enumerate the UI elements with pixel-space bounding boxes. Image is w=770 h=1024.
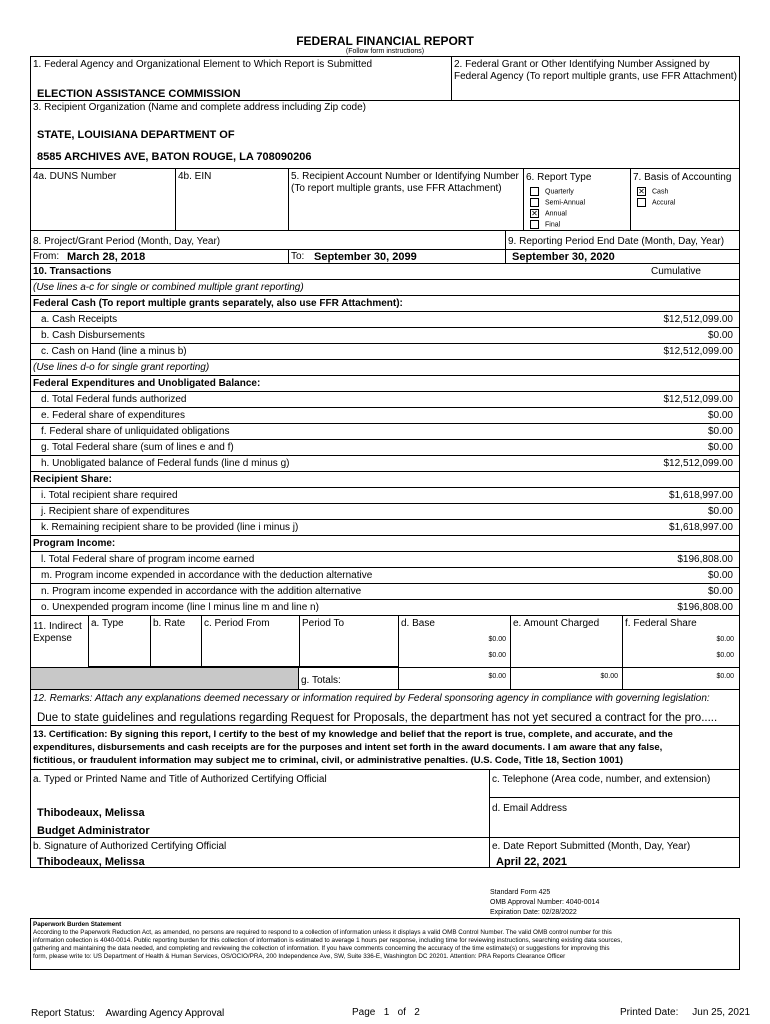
- line-amount: $0.00: [707, 410, 733, 421]
- line-amount: $12,512,099.00: [663, 458, 733, 469]
- table-row: [30, 424, 740, 440]
- line-desc: b. Cash Disbursements: [41, 330, 145, 341]
- federal-row-2: $0.00: [716, 652, 734, 659]
- cert-b-label: b. Signature of Authorized Certifying Official: [33, 841, 227, 852]
- burden-line3: gathering and maintaining the data needed, and completing and reviewing the collection of information. If you have comments concerning the accuracy of the time estimate(s) or suggestions for improving this: [33, 945, 610, 952]
- federal-cash-heading: [30, 296, 740, 312]
- totals-federal: $0.00: [716, 673, 734, 680]
- transactions-header: [30, 264, 740, 280]
- line-amount: $12,512,099.00: [663, 394, 733, 405]
- col-charged-header: e. Amount Charged: [513, 618, 600, 629]
- line-desc: l. Total Federal share of program income earned: [41, 554, 255, 565]
- box-8-to: [288, 250, 505, 263]
- row-period-labels: [30, 231, 740, 250]
- checkbox-icon: [530, 198, 539, 207]
- date-submitted-value: April 22, 2021: [496, 856, 567, 868]
- line-amount: $0.00: [707, 570, 733, 581]
- federal-cash-text: Federal Cash (To report multiple grants separately, also use FFR Attachment):: [33, 298, 403, 309]
- totals-federal-cell: [622, 668, 739, 689]
- option-label: Semi-Annual: [545, 199, 586, 207]
- col-rate: [150, 616, 201, 667]
- burden-line1: According to the Paperwork Reduction Act, as amended, no persons are required to respond to a collection of information unless it displays a valid OMB Control Number. The valid OMB control number for this: [33, 929, 612, 936]
- table-row: [30, 456, 740, 472]
- totals-base-cell: [398, 668, 510, 689]
- box-11-totals: [30, 668, 740, 690]
- row-ids: [30, 169, 740, 231]
- box-11-label-line2: Expense: [33, 633, 72, 644]
- line-desc: m. Program income expended in accordance with the deduction alternative: [41, 570, 373, 581]
- report-status: [31, 1008, 224, 1019]
- line-amount: $12,512,099.00: [663, 314, 733, 325]
- box-3-label: 3. Recipient Organization (Name and complete address including Zip code): [33, 102, 366, 113]
- col-type: [88, 616, 150, 667]
- checkbox-icon: [530, 187, 539, 196]
- omb-approval-number: OMB Approval Number: 4040-0014: [490, 899, 600, 906]
- box-4b: [175, 169, 288, 230]
- box-11-label-line1: 11. Indirect: [33, 621, 82, 632]
- line-amount: $0.00: [707, 586, 733, 597]
- line-amount: $196,808.00: [677, 554, 733, 565]
- form-subtitle: (Follow form instructions): [345, 48, 425, 55]
- box-4a: [31, 169, 175, 230]
- box-11: [30, 616, 740, 668]
- recipient-address: 8585 ARCHIVES AVE, BATON ROUGE, LA 708090206: [37, 151, 312, 163]
- line-desc: e. Federal share of expenditures: [41, 410, 185, 421]
- box-4a-label: 4a. DUNS Number: [33, 171, 117, 182]
- base-row-2: $0.00: [488, 652, 506, 659]
- printed-date-value: Jun 25, 2021: [692, 1007, 751, 1018]
- box-5: [288, 169, 523, 230]
- box-12: [30, 690, 740, 726]
- page-indicator: [352, 1007, 420, 1018]
- box-6-label: 6. Report Type: [526, 172, 592, 183]
- box-2-label-line2: Federal Agency (To report multiple grants, use FFR Attachment): [454, 71, 737, 82]
- cert-d-label: d. Email Address: [492, 803, 568, 814]
- table-row: [30, 392, 740, 408]
- box-9: [505, 231, 739, 249]
- paperwork-burden-box: [30, 918, 740, 970]
- checkbox-icon: [530, 220, 539, 229]
- status-label: Report Status:: [31, 1008, 95, 1019]
- col-type-header: a. Type: [91, 618, 124, 629]
- line-desc: k. Remaining recipient share to be provided (line i minus j): [41, 522, 299, 533]
- burden-line2: information collection is 4040-0014. Public reporting burden for this collection of information is estimated to average 1 hours per response, including time for reviewing instructions, searching existing data sources,: [33, 937, 623, 944]
- col-from-header: c. Period From: [204, 618, 270, 629]
- col-rate-header: b. Rate: [153, 618, 186, 629]
- totals-label: g. Totals:: [301, 675, 341, 686]
- page-number: 1: [383, 1007, 390, 1018]
- certification-line3: fictitious, or fraudulent information may subject me to criminal, civil, or administrative penalties. (U.S. Code, Title 18, Section 1001): [33, 755, 624, 766]
- line-desc: o. Unexpended program income (line l minus line m and line n): [41, 602, 319, 613]
- line-desc: c. Cash on Hand (line a minus b): [41, 346, 187, 357]
- reporting-period-end-value: September 30, 2020: [512, 251, 615, 263]
- recipient-share-text: Recipient Share:: [33, 474, 112, 485]
- box-3: [30, 101, 740, 169]
- cumulative-label: Cumulative: [650, 266, 701, 277]
- box-9-label: 9. Reporting Period End Date (Month, Day, Year): [508, 236, 725, 247]
- row-period-values: [30, 250, 740, 264]
- line-amount: $0.00: [707, 506, 733, 517]
- option-label: Accural: [652, 199, 676, 207]
- line-desc: j. Recipient share of expenditures: [41, 506, 190, 517]
- remarks-text: Due to state guidelines and regulations regarding Request for Proposals, the department has not yet secured a contract for the pro.....: [37, 712, 718, 724]
- printed-date-label: Printed Date:: [620, 1007, 679, 1018]
- standard-form-number: Standard Form 425: [490, 889, 551, 896]
- lines-d-h: [30, 392, 740, 472]
- note-lines-d-o: [30, 360, 740, 376]
- lines-a-c: [30, 312, 740, 360]
- report-type-quarterly[interactable]: [530, 187, 585, 198]
- certifying-official-title: Budget Administrator: [37, 825, 150, 837]
- line-desc: d. Total Federal funds authorized: [41, 394, 187, 405]
- table-row: [30, 328, 740, 344]
- basis-accrual[interactable]: [637, 198, 675, 209]
- line-amount: $0.00: [707, 442, 733, 453]
- cert-c-label: c. Telephone (Area code, number, and extension): [492, 774, 711, 785]
- form-title: FEDERAL FINANCIAL REPORT: [296, 34, 474, 48]
- line-amount: $196,808.00: [677, 602, 733, 613]
- page-of: of: [397, 1007, 406, 1018]
- certifying-official-name: Thibodeaux, Melissa: [37, 807, 145, 819]
- report-type-options: [530, 187, 585, 230]
- box-12-label: 12. Remarks: Attach any explanations deemed necessary or information required by Federal sponsoring agency in compliance with governing legislation:: [33, 693, 710, 704]
- report-type-annual[interactable]: [530, 209, 585, 220]
- cert-e-label: e. Date Report Submitted (Month, Day, Year): [492, 841, 691, 852]
- box-7-label: 7. Basis of Accounting: [633, 172, 732, 183]
- box-4b-label: 4b. EIN: [178, 171, 212, 182]
- note-a-c-text: (Use lines a-c for single or combined multiple grant reporting): [33, 282, 304, 293]
- federal-row-1: $0.00: [716, 636, 734, 643]
- checkbox-checked-icon: ✕: [638, 187, 645, 196]
- col-period-to: [299, 616, 398, 667]
- box-7: [630, 169, 739, 230]
- box-2: [451, 57, 739, 100]
- line-amount: $1,618,997.00: [669, 522, 733, 533]
- box-8-label: 8. Project/Grant Period (Month, Day, Year): [33, 236, 221, 247]
- cert-date-cell: [489, 838, 739, 867]
- line-desc: h. Unobligated balance of Federal funds (line d minus g): [41, 458, 290, 469]
- cert-a-label: a. Typed or Printed Name and Title of Authorized Certifying Official: [33, 774, 327, 785]
- box-5-label-line1: 5. Recipient Account Number or Identifying Number: [291, 171, 519, 182]
- checkbox-icon: [637, 198, 646, 207]
- note-lines-a-c: [30, 280, 740, 296]
- box-1: [31, 57, 451, 100]
- totals-shaded-area: [31, 668, 298, 689]
- period-to-value: September 30, 2099: [314, 251, 417, 263]
- signature-value: Thibodeaux, Melissa: [37, 856, 145, 868]
- to-label: To:: [291, 251, 305, 262]
- expiration-date: Expiration Date: 02/28/2022: [490, 909, 577, 916]
- col-federal-header: f. Federal Share: [625, 618, 697, 629]
- col-federal-share: [622, 616, 739, 667]
- page-total: 2: [414, 1007, 420, 1018]
- page-label: Page: [352, 1007, 376, 1018]
- lines-l-o: [30, 552, 740, 616]
- program-income-heading: [30, 536, 740, 552]
- box-6: [523, 169, 630, 230]
- line-amount: $0.00: [707, 330, 733, 341]
- cert-signature-row: [30, 838, 740, 868]
- period-from-value: March 28, 2018: [67, 251, 146, 263]
- transactions-title: 10. Transactions: [33, 266, 112, 277]
- col-base-header: d. Base: [401, 618, 435, 629]
- from-label: From:: [33, 251, 60, 262]
- recipient-share-heading: [30, 472, 740, 488]
- line-desc: i. Total recipient share required: [41, 490, 178, 501]
- cert-contact: [489, 770, 739, 837]
- box-2-label-line1: 2. Federal Grant or Other Identifying Number Assigned by: [454, 59, 710, 70]
- report-type-semi-annual[interactable]: [530, 198, 585, 209]
- checkbox-checked-icon: ✕: [531, 208, 538, 218]
- federal-financial-report-form: [30, 56, 740, 868]
- federal-expenditures-text: Federal Expenditures and Unobligated Balance:: [33, 378, 261, 389]
- cert-name-row: [30, 770, 740, 838]
- table-row: [30, 600, 740, 616]
- line-desc: f. Federal share of unliquidated obligations: [41, 426, 230, 437]
- table-row: [30, 344, 740, 360]
- line-desc: n. Program income expended in accordance with the addition alternative: [41, 586, 362, 597]
- printed-date: [620, 1007, 750, 1018]
- col-base: [398, 616, 510, 667]
- table-row: [30, 504, 740, 520]
- totals-charged-cell: [510, 668, 622, 689]
- program-income-text: Program Income:: [33, 538, 116, 549]
- table-row: [30, 520, 740, 536]
- basis-cash[interactable]: [637, 187, 675, 198]
- col-amount-charged: [510, 616, 622, 667]
- federal-expenditures-heading: [30, 376, 740, 392]
- table-row: [30, 584, 740, 600]
- row-agency: [30, 57, 740, 101]
- col-to-header: Period To: [302, 618, 345, 629]
- accounting-basis-options: [637, 187, 675, 209]
- box-9-value-cell: [505, 250, 739, 263]
- base-row-1: $0.00: [488, 636, 506, 643]
- report-type-final[interactable]: [530, 220, 585, 231]
- option-label: Final: [545, 220, 561, 228]
- certification-line1: 13. Certification: By signing this report, I certify to the best of my knowledge and belief that the report is true, complete, and accurate, and the: [33, 729, 673, 740]
- table-row: [30, 440, 740, 456]
- line-desc: g. Total Federal share (sum of lines e and f): [41, 442, 234, 453]
- standard-form-info: [490, 888, 599, 918]
- burden-line4: form, please write to: US Department of Health & Human Services, OS/OCIO/PRA, 200 Independence Ave, SW, Suite 336-E, Washington DC 20201. Attention: PRA Reports Clearance Officer: [33, 953, 566, 960]
- option-label: Cash: [652, 188, 669, 196]
- line-desc: a. Cash Receipts: [41, 314, 118, 325]
- box-5-label-line2: (To report multiple grants, use FFR Attachment): [291, 183, 502, 194]
- totals-charged: $0.00: [600, 673, 618, 680]
- box-1-label: 1. Federal Agency and Organizational Element to Which Report is Submitted: [33, 59, 373, 70]
- line-amount: $1,618,997.00: [669, 490, 733, 501]
- status-value: Awarding Agency Approval: [105, 1008, 225, 1019]
- burden-title: Paperwork Burden Statement: [33, 921, 122, 928]
- recipient-name: STATE, LOUISIANA DEPARTMENT OF: [37, 129, 235, 141]
- option-label: Quarterly: [545, 188, 574, 196]
- line-amount: $12,512,099.00: [663, 346, 733, 357]
- certification-line2: expenditures, disbursements and cash receipts are for the purposes and intent set forth in the award documents. I am aware that any false,: [33, 742, 663, 753]
- note-d-o-text: (Use lines d-o for single grant reporting): [33, 362, 210, 373]
- box-13: [30, 726, 740, 770]
- col-period-from: [201, 616, 299, 667]
- table-row: [30, 552, 740, 568]
- divider: [490, 797, 739, 798]
- totals-base: $0.00: [488, 673, 506, 680]
- table-row: [30, 312, 740, 328]
- option-label: Annual: [545, 210, 567, 218]
- lines-i-k: [30, 488, 740, 536]
- table-row: [30, 408, 740, 424]
- table-row: [30, 568, 740, 584]
- agency-name: ELECTION ASSISTANCE COMMISSION: [37, 88, 241, 100]
- line-amount: $0.00: [707, 426, 733, 437]
- totals-label-cell: [298, 668, 398, 689]
- table-row: [30, 488, 740, 504]
